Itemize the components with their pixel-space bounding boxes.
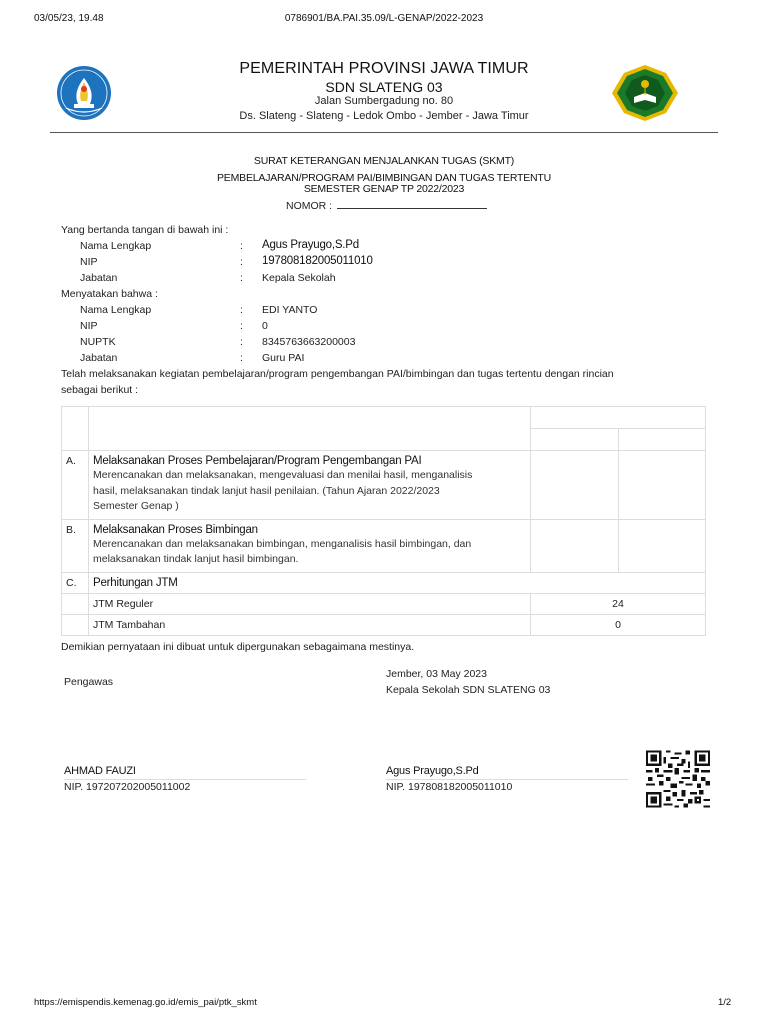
- subject-position-value: Guru PAI: [262, 352, 305, 364]
- jtm-additional-label: JTM Tambahan: [89, 614, 531, 635]
- row-empty-cell: [62, 593, 89, 614]
- row-c-letter: C.: [62, 572, 89, 593]
- row-b-content: [89, 519, 531, 572]
- paragraph-line-1: Telah melaksanakan kegiatan pembelajaran/program pengembangan PAI/bimbingan dan tugas tertentu dengan rincian: [61, 368, 614, 380]
- colon: :: [240, 304, 243, 316]
- row-a-letter: A.: [62, 451, 89, 520]
- row-a-jtm-cell: [619, 451, 706, 520]
- colon: :: [240, 336, 243, 348]
- colon: :: [240, 320, 243, 332]
- signer-name-value: Agus Prayugo,S.Pd: [262, 239, 359, 251]
- print-url: https://emispendis.kemenag.go.id/emis_pai/ptk_skmt: [34, 997, 257, 1008]
- supervisor-nip: NIP. 197207202005011002: [64, 781, 191, 793]
- table-row: [62, 451, 706, 520]
- subheader-cell-2: [619, 429, 706, 451]
- print-page-number: 1/2: [718, 997, 732, 1008]
- letterhead-divider: [50, 132, 718, 133]
- statement-label: Menyatakan bahwa :: [61, 288, 158, 300]
- signer-nip-value: 197808182005011010: [262, 255, 373, 267]
- row-b-letter: B.: [62, 519, 89, 572]
- closing-statement: Demikian pernyataan ini dibuat untuk dipergunakan sebagaimana mestinya.: [61, 641, 415, 653]
- colon: :: [240, 240, 243, 252]
- jtm-regular-value: 24: [531, 593, 706, 614]
- table-header-row: [62, 407, 706, 429]
- table-row: [62, 519, 706, 572]
- letterhead-government: PEMERINTAH PROVINSI JAWA TIMUR: [239, 60, 529, 77]
- row-empty-cell: [62, 614, 89, 635]
- letterhead-street: Jalan Sumbergadung no. 80: [314, 95, 454, 107]
- row-b-desc-line: melaksanakan tindak lanjut hasil bimbingan.: [93, 553, 299, 565]
- signer-nip-label: NIP: [80, 256, 98, 268]
- paragraph-line-2: sebagai berikut :: [61, 384, 139, 396]
- subject-nip-value: 0: [262, 320, 268, 332]
- doc-title-program: PEMBELAJARAN/PROGRAM PAI/BIMBINGAN DAN TUGAS TERTENTU: [216, 172, 552, 184]
- nomor-field: [286, 200, 487, 212]
- row-b-jtm-cell: [531, 519, 619, 572]
- row-b-description: [93, 537, 526, 568]
- principal-title: Kepala Sekolah SDN SLATENG 03: [386, 684, 551, 696]
- row-b-title: Melaksanakan Proses Bimbingan: [93, 523, 258, 536]
- letterhead-school: SDN SLATENG 03: [325, 79, 443, 95]
- intro-text: Yang bertanda tangan di bawah ini :: [61, 224, 229, 236]
- header-cell-number: [62, 407, 89, 451]
- colon: :: [240, 352, 243, 364]
- principal-signature-line: [386, 779, 628, 780]
- table-row: [62, 572, 706, 593]
- subheader-cell-1: [531, 429, 619, 451]
- nomor-label: NOMOR :: [286, 200, 333, 212]
- subject-position-label: Jabatan: [80, 352, 118, 364]
- subject-nuptk-label: NUPTK: [80, 336, 116, 348]
- subject-nip-label: NIP: [80, 320, 98, 332]
- signer-position-label: Jabatan: [80, 272, 118, 284]
- table-row: [62, 614, 706, 635]
- subject-name-label: Nama Lengkap: [80, 304, 152, 316]
- header-cell-jtm: [531, 407, 706, 429]
- header-cell-activity: [89, 407, 531, 451]
- principal-nip: NIP. 197808182005011010: [386, 781, 513, 793]
- print-doc-ref: 0786901/BA.PAI.35.09/L-GENAP/2022-2023: [284, 13, 484, 24]
- row-a-description: [93, 468, 526, 515]
- print-datetime: 03/05/23, 19.48: [34, 13, 104, 24]
- nomor-blank-line: [337, 200, 487, 209]
- signer-position-value: Kepala Sekolah: [262, 272, 336, 284]
- row-a-title: Melaksanakan Proses Pembelajaran/Program Pengembangan PAI: [93, 455, 422, 467]
- row-a-desc-line: Merencanakan dan melaksanakan, mengevaluasi dan menilai hasil, menganalisis: [93, 469, 473, 481]
- row-a-desc-line: Semester Genap ): [93, 500, 179, 512]
- qr-code-icon: [646, 750, 710, 808]
- place-date: Jember, 03 May 2023: [386, 668, 487, 680]
- table-row: [62, 593, 706, 614]
- row-c-title: Perhitungan JTM: [89, 572, 706, 593]
- colon: :: [240, 272, 243, 284]
- row-b-jtm-cell: [619, 519, 706, 572]
- signer-name-label: Nama Lengkap: [80, 240, 152, 252]
- subject-name-value: EDI YANTO: [262, 304, 318, 316]
- letterhead-region: Ds. Slateng - Slateng - Ledok Ombo - Jember - Jawa Timur: [239, 110, 529, 122]
- subject-nuptk-value: 8345763663200003: [262, 336, 356, 348]
- row-a-desc-line: hasil, melaksanakan tindak lanjut hasil penilaian. (Tahun Ajaran 2022/2023: [93, 484, 440, 497]
- supervisor-name: AHMAD FAUZI: [64, 765, 136, 777]
- supervisor-title: Pengawas: [64, 676, 114, 688]
- jtm-regular-label: JTM Reguler: [89, 593, 531, 614]
- doc-title-skmt: SURAT KETERANGAN MENJALANKAN TUGAS (SKMT): [253, 155, 515, 167]
- row-b-desc-line: Merencanakan dan melaksanakan bimbingan, menganalisis hasil bimbingan, dan: [93, 537, 472, 550]
- principal-name: Agus Prayugo,S.Pd: [386, 765, 479, 777]
- row-a-content: [89, 451, 531, 520]
- colon: :: [240, 256, 243, 268]
- supervisor-signature-line: [64, 779, 306, 780]
- doc-title-semester: SEMESTER GENAP TP 2022/2023: [303, 183, 465, 195]
- task-table: [61, 406, 706, 636]
- jtm-additional-value: 0: [531, 614, 706, 635]
- row-a-jtm-cell: [531, 451, 619, 520]
